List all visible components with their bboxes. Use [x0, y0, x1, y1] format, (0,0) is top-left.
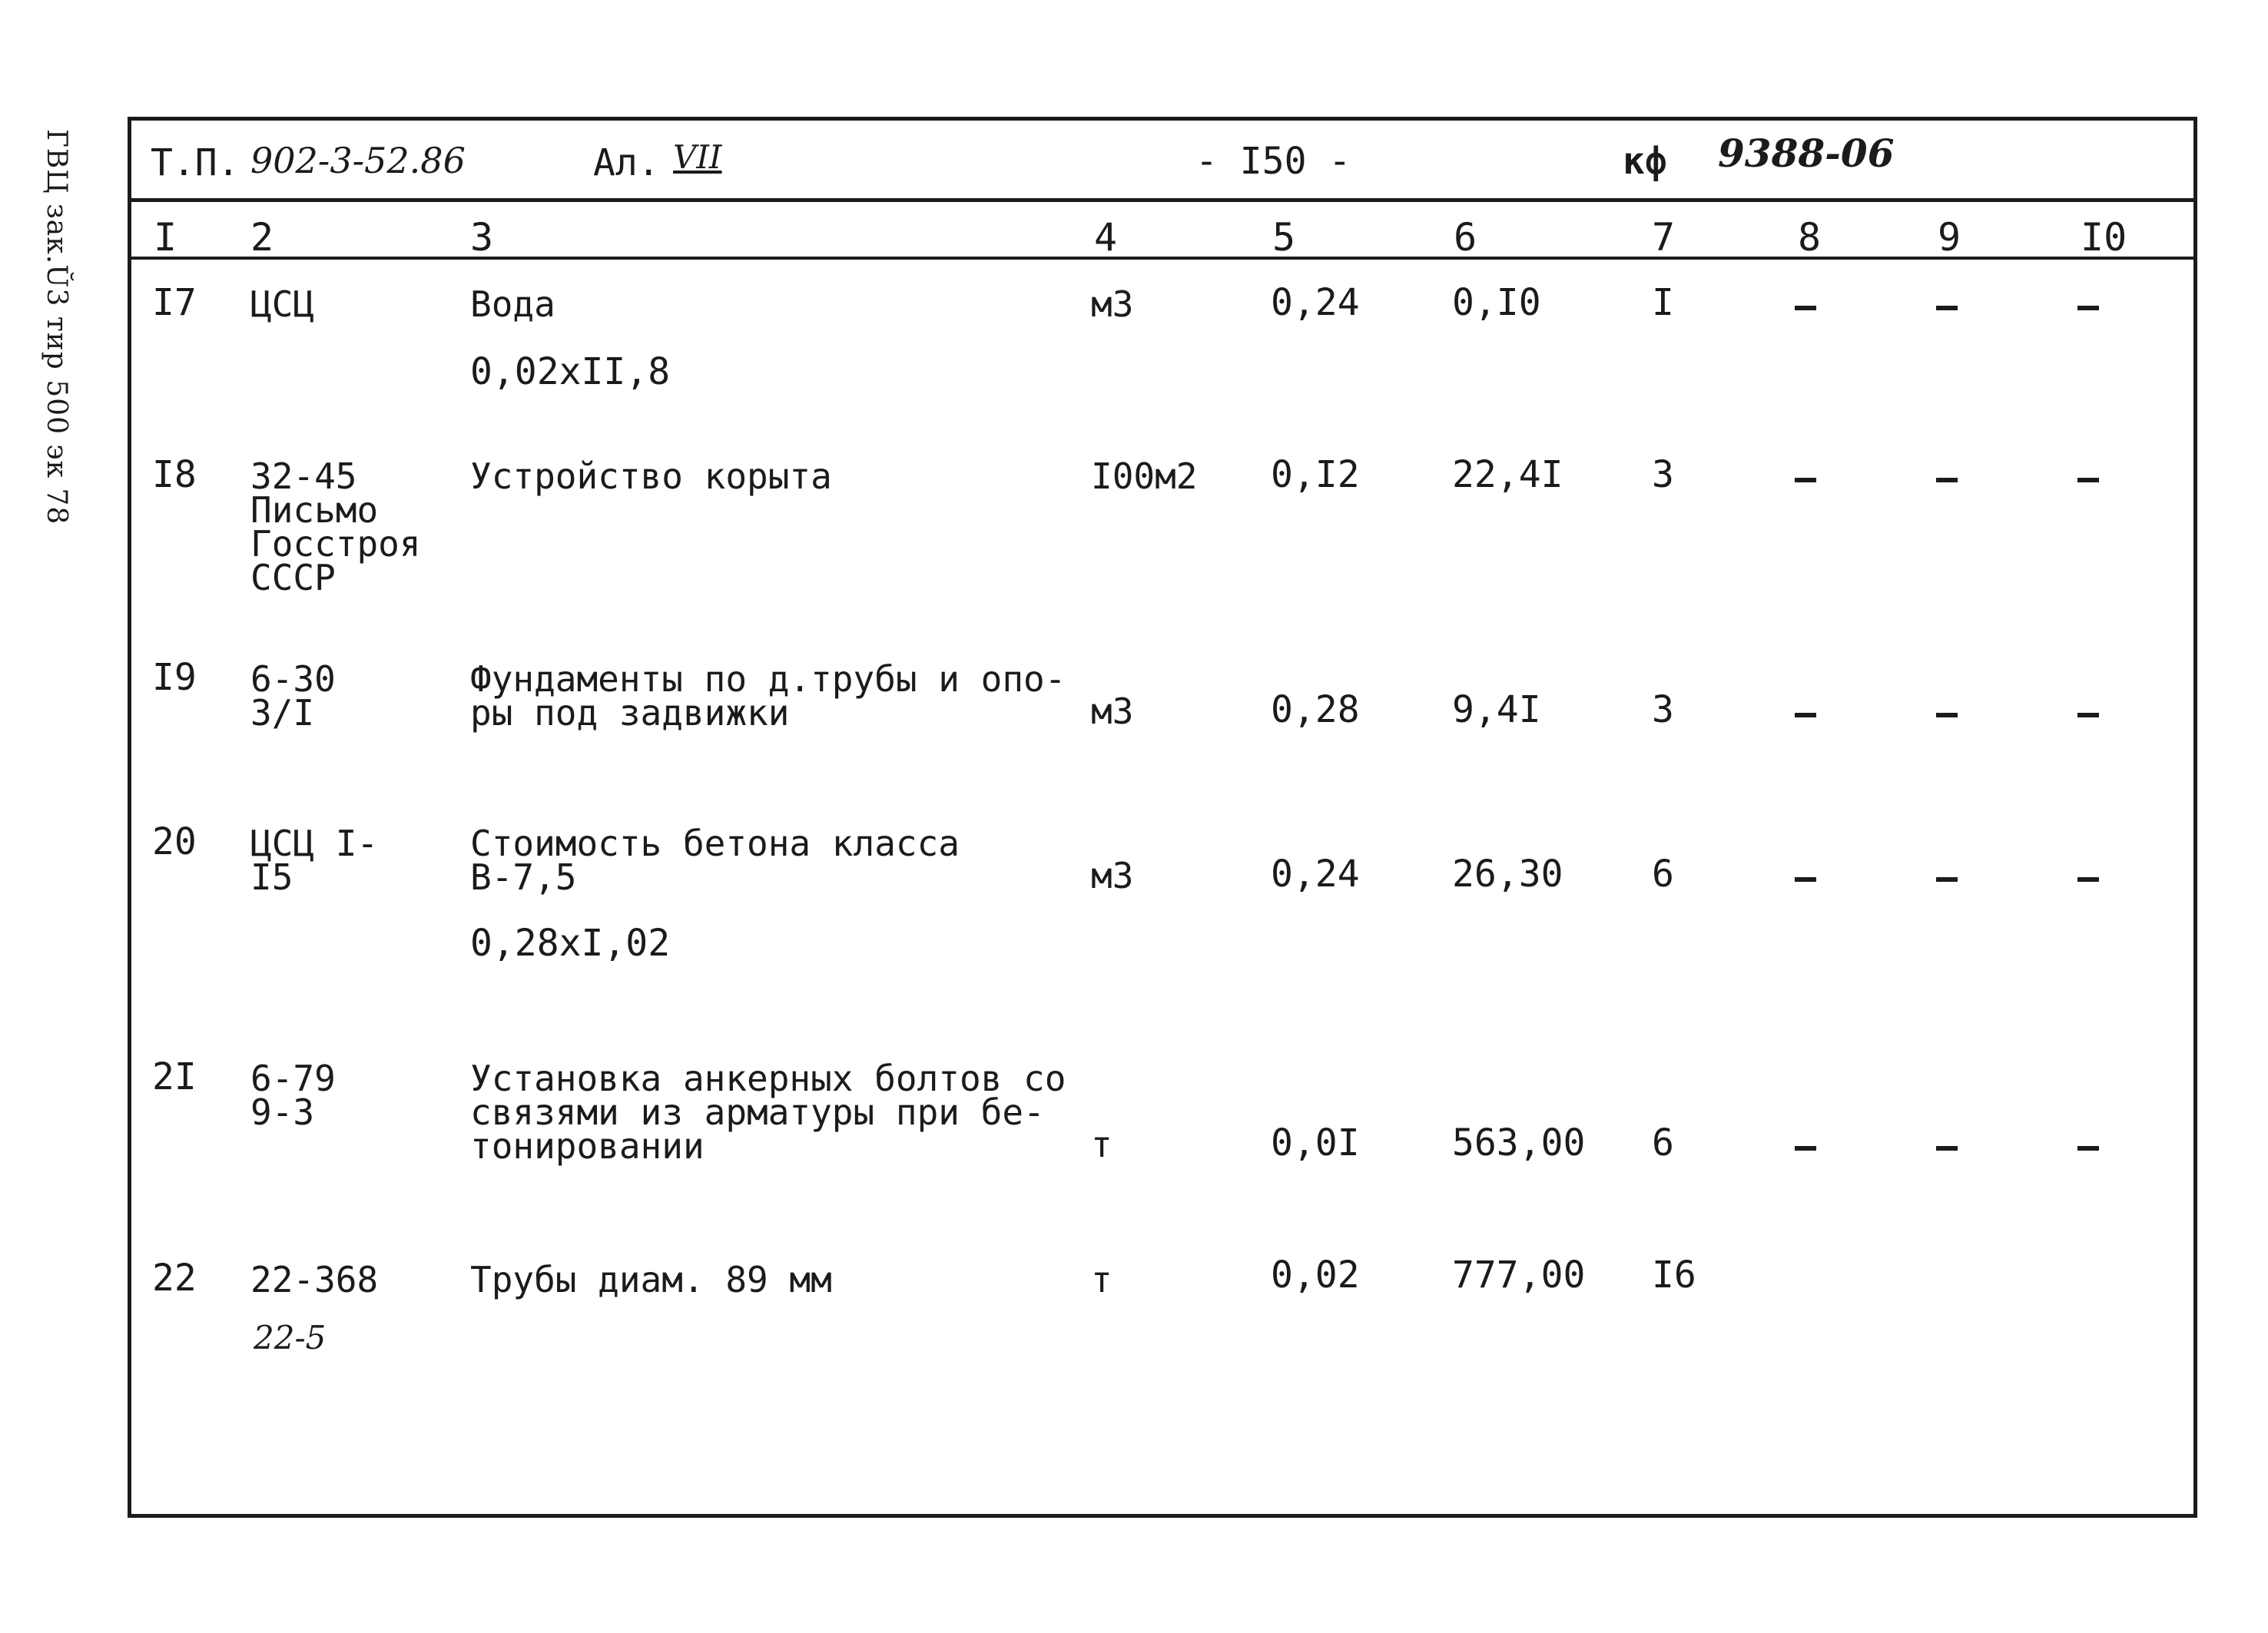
row-number: I8 [152, 453, 197, 496]
col-num-7: 7 [1652, 215, 1676, 260]
work-name-line: связями из арматуры при бе- [470, 1091, 1045, 1133]
col-num-5: 5 [1272, 215, 1296, 260]
col7-value: 6 [1652, 1121, 1674, 1164]
quantity: 0,28 [1271, 688, 1360, 731]
col7-value: 3 [1652, 453, 1674, 496]
album-number: VII [673, 138, 722, 176]
quantity: 0,24 [1271, 853, 1360, 896]
norm-code-line: ЦСЦ [250, 283, 315, 325]
row-number: 2I [152, 1055, 197, 1098]
dash-col10 [2077, 877, 2099, 882]
code-number: 9388-06 [1718, 131, 1895, 176]
dash-col8 [1795, 306, 1816, 310]
unit-price: 22,4I [1452, 453, 1563, 496]
quantity: 0,I2 [1271, 453, 1360, 496]
work-name-line: Вода [470, 283, 555, 325]
norm-code-line: I5 [250, 856, 293, 898]
unit: т [1091, 1259, 1112, 1300]
dash-col8 [1795, 478, 1816, 482]
norm-code-line: Госстроя [250, 523, 421, 565]
col-num-10: I0 [2081, 215, 2127, 260]
work-name-line: Устройство корыта [470, 455, 832, 497]
dash-col10 [2077, 306, 2099, 310]
unit: м3 [1091, 855, 1134, 896]
calc-note: 0,02хII,8 [470, 350, 671, 393]
norm-code-line: ЦСЦ I- [250, 823, 379, 864]
side-stamp [41, 123, 109, 525]
norm-code-line: 3/I [250, 692, 315, 734]
col-num-6: 6 [1454, 215, 1477, 260]
dash-col9 [1936, 877, 1958, 882]
dash-col8 [1795, 713, 1816, 717]
col7-value: I6 [1652, 1254, 1696, 1297]
unit-price: 0,I0 [1452, 281, 1541, 324]
handwritten-code-note: 22-5 [254, 1319, 327, 1356]
row-number: I9 [152, 656, 197, 699]
unit-price: 777,00 [1452, 1254, 1586, 1297]
dash-col9 [1936, 1146, 1958, 1151]
table-frame [128, 117, 2197, 1518]
norm-code-line: 32-45 [250, 455, 357, 497]
unit-price: 9,4I [1452, 688, 1541, 731]
work-name-line: В-7,5 [470, 856, 577, 898]
quantity: 0,02 [1271, 1254, 1360, 1297]
unit: м3 [1091, 691, 1134, 732]
quantity: 0,24 [1271, 281, 1360, 324]
norm-code-line: 6-30 [250, 658, 336, 700]
unit: I00м2 [1091, 455, 1198, 497]
header-divider [128, 198, 2197, 202]
row-number: I7 [152, 281, 197, 324]
work-name-line: Трубы диам. 89 мм [470, 1259, 832, 1300]
dash-col10 [2077, 713, 2099, 717]
tp-number: 902-3-52.86 [250, 140, 466, 181]
tp-label: Т.П. [151, 141, 240, 184]
unit-price: 563,00 [1452, 1121, 1586, 1164]
calc-note: 0,28хI,02 [470, 922, 671, 965]
col-num-8: 8 [1798, 215, 1822, 260]
unit: м3 [1091, 283, 1134, 325]
work-name-line: тонировании [470, 1125, 705, 1167]
album-label: Ал. [593, 141, 660, 184]
page-number: - I50 - [1195, 140, 1351, 183]
column-numbers-divider [128, 257, 2197, 260]
unit: т [1091, 1124, 1112, 1165]
dash-col9 [1936, 478, 1958, 482]
norm-code-line: 6-79 [250, 1058, 336, 1099]
col-num-4: 4 [1094, 215, 1118, 260]
quantity: 0,0I [1271, 1121, 1360, 1164]
dash-col8 [1795, 1146, 1816, 1151]
col-num-3: 3 [470, 215, 494, 260]
norm-code-line: СССР [250, 557, 336, 598]
work-name-line: Установка анкерных болтов со [470, 1058, 1066, 1099]
col7-value: 3 [1652, 688, 1674, 731]
code-label: кф [1623, 140, 1667, 183]
work-name-line: Фундаменты по д.трубы и опо- [470, 658, 1066, 700]
work-name-line: Стоимость бетона класса [470, 823, 960, 864]
work-name-line: ры под задвижки [470, 692, 790, 734]
col7-value: 6 [1652, 853, 1674, 896]
row-number: 20 [152, 820, 197, 863]
dash-col8 [1795, 877, 1816, 882]
side-stamp-text: ГВЦ зак.Ŭ3 тир 500 эк 78 [41, 129, 72, 525]
dash-col10 [2077, 478, 2099, 482]
norm-code-line: 9-3 [250, 1091, 315, 1133]
norm-code-line: 22-368 [250, 1259, 379, 1300]
col-num-9: 9 [1938, 215, 1961, 260]
col-num-1: I [154, 215, 177, 260]
unit-price: 26,30 [1452, 853, 1563, 896]
col7-value: I [1652, 281, 1674, 324]
dash-col9 [1936, 306, 1958, 310]
norm-code-line: Письмо [250, 489, 379, 531]
dash-col10 [2077, 1146, 2099, 1151]
row-number: 22 [152, 1257, 197, 1300]
dash-col9 [1936, 713, 1958, 717]
col-num-2: 2 [250, 215, 274, 260]
